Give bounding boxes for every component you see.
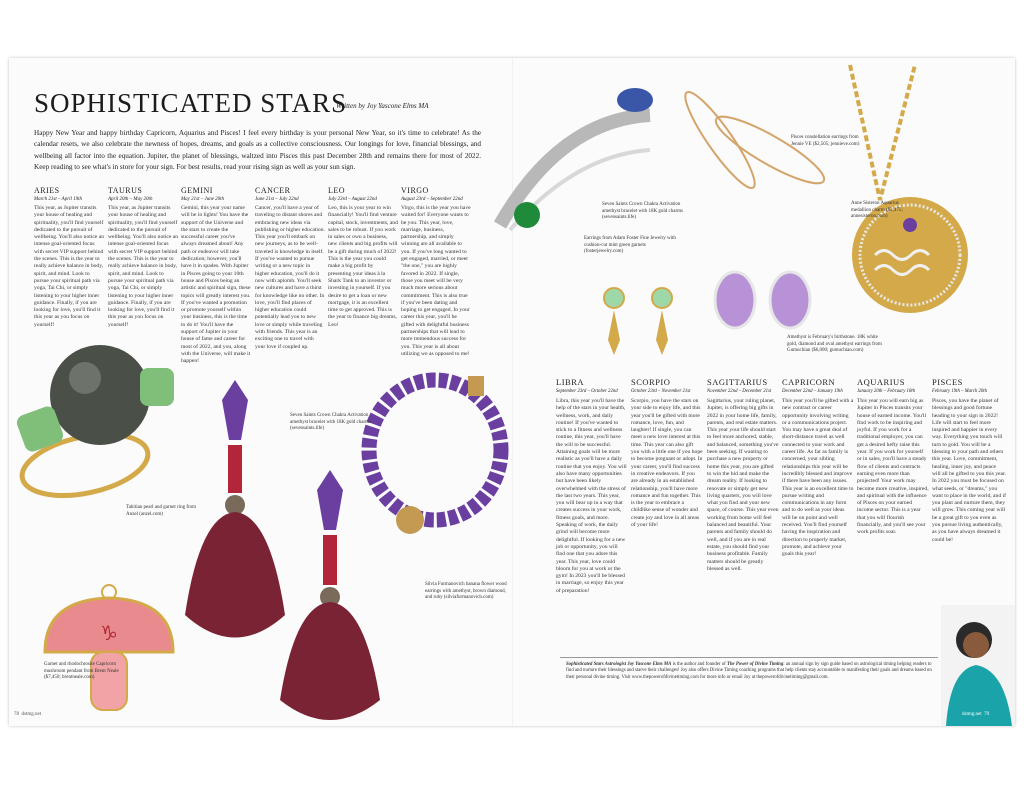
caption-leaf-bracelet: Seven Saints Crown Chakra Activation amethyst bracelet with 18K gold charms (sevensaints.life) — [602, 202, 683, 221]
sign-dates: February 19th – March 20th — [932, 389, 987, 394]
sign-name: CANCER — [255, 186, 291, 195]
sign-horoscope: Sagittarius, your ruling planet, Jupiter, is offering big gifts in 2022 in your home life, family, parents, and real estate matters. This year your life should start to feel more anchored, stable, and balanced, something you've been seeking. If wanting to purchase a new property or home this year, you are gifted to win the bid and make the dream reality. If looking to renovate or simply get new living quarters, you will love what you find and your new space, of course. This year even working from home will feel balanced and beautiful. Your parents and family should do well, and if you are in real estate, you should find your business profitable. Family matters should be greatly blessed as well. — [707, 398, 779, 572]
author-photo — [941, 605, 1015, 726]
sign-dates: November 22nd – December 21st — [707, 389, 772, 394]
sign-dates: March 21st – April 19th — [34, 197, 83, 202]
author-bio-text-a: is the author and founder of — [671, 662, 727, 667]
sign-horoscope: This year, as Jupiter transits your house of healing and spirituality, you'll find yourself dedicated to the pursuit of wellbeing. You'll also notice an intense goal-oriented focus with secret VIP support behind the scenes. This is the year to really achieve balance in body, spirit, and mind. Look to pursue your spiritual path via yoga, Tai Chi, or simply listening to your higher inner guidance. Finally, if you are looking for love, you'll find it this year as you focus on yourself! — [34, 205, 104, 328]
author-bio — [566, 662, 938, 681]
sign-horoscope: Gemini, this year your name will be in lights! You have the support of the Universe and the stars to create the successful career you've always dreamed about! Any path or endeavor will take dedication; however, you'll have it in spades. With Jupiter in Pisces going to your 10th house and Pisces being an artistic and spiritual sign, these topics will greatly interest you. If you've wanted a promotion or promote yourself within your business, this is the time to do it! You'll have the support of Jupiter in your house of fame and career for most of 2022, and you, along with the Universe, will make it happen! — [181, 205, 251, 365]
site-left: dstmg.net — [21, 712, 42, 717]
sign-name: TAURUS — [108, 186, 143, 195]
sign-dates: September 23rd – October 22nd — [556, 389, 618, 394]
sign-horoscope: This year, as Jupiter transits your house of healing and spirituality, you'll find yourself dedicated to the pursuit of wellbeing. You'll also notice an intense goal-oriented focus with secret VIP support behind the scenes. This is the year to really achieve balance in body, spirit, and mind. Look to pursue your spiritual path via yoga, Tai Chi, or simply listening to your higher inner guidance. Finally, if you are looking for love, you'll find it this year as you focus on yourself! — [108, 205, 178, 328]
sign-capricorn — [782, 377, 854, 559]
svg-text:♑: ♑ — [100, 621, 118, 645]
sign-pisces — [932, 377, 1006, 544]
article-title: SOPHISTICATED STARS — [34, 88, 348, 118]
page-number-left: 78 — [14, 712, 19, 717]
sign-horoscope: Scorpio, you have the stars on your side to enjoy life, and this year you'll be gifted with more romance, love, fun, and laughter! If single, you can meet a new love interest at this time. This year can also gift you with a little one if you hope to become pregnant or adopt. In your career, you'll find success in creative endeavors. If you are already in an established relationship, you'll have more romance and fun together. This is the year to embrace a childlike sense of wonder and create joy and love in all areas of your life! — [631, 398, 703, 529]
sign-horoscope: Libra, this year you'll have the help of the stars in your health, wellness, work, and daily routine! If you've wanted to stick to a fitness and wellness routine, this year, you'll have the will to be successful. Attaining goals will be more realistic as you'll have a daily routine that you enjoy. You will also have many opportunities but have been likely overwhelmed with the stress of the last two years. This year, you will bear up in a way that creates success in your work, fitness goals, and more. Speaking of work, the daily grind will become more delightful. If looking for a new job or opportunity, you will find one that you adore this year. This year, love could bloom for you at work or the gym! In 2023 you'll be blessed in marriage, so enjoy this year of preparation! — [556, 398, 627, 594]
sign-name: VIRGO — [401, 186, 429, 195]
caption-seven-saints-bracelet: Seven Saints Crown Chakra Activation amethyst bracelet with 18K gold charms (sevensaints.life) — [290, 413, 371, 432]
sign-libra — [556, 377, 628, 595]
author-bio-name: Sophisticated Stars Astrologist Joy Yascone Elms MA — [566, 662, 672, 667]
sign-dates: October 23rd – November 21st — [631, 389, 691, 394]
sign-name: LIBRA — [556, 377, 584, 387]
tahitian-pearl-ring-image — [15, 345, 174, 506]
sign-horoscope: This year you'll be gifted with a new contract or career opportunity involving writing or a communications project. You may have a great deal of short-distance travel as well connected to your work and career life. As far as family is concerned, your sibling relationships this year will be incredibly blessed and improve if there have been any issues. This year is an excellent time to pursue writing and communications in any form and to do well as your ideas will be on point and well received. You'll find yourself having the inspiration and direction to properly market, promote, and achieve your goals this year! — [782, 398, 854, 558]
sign-name: AQUARIUS — [857, 377, 905, 387]
folio-right — [962, 712, 989, 717]
amethyst-bead-bracelet-image — [369, 376, 501, 534]
sign-name: CAPRICORN — [782, 377, 836, 387]
capricorn-mushroom-pendant-image — [45, 585, 173, 710]
sign-dates: January 20th – February 18th — [857, 389, 916, 394]
sign-name: SCORPIO — [631, 377, 671, 387]
sign-horoscope: Pisces, you have the planet of blessings and good fortune heading to your sign in 2022! Life will start to feel more inspired and happier in every way. Everything you touch will turn to gold. You will be a blessing to your path and others this year. Love, commitment, healing, inner joy, and peace will all be gifted to you this year. In 2022 you must be focused on what seeds, or "dreams," you want to place in the world, and if you plant and nurture them, they will grow. This coming year will be a great gift to you even as you pursue living authentically, as you have always dreamed it could be! — [932, 398, 1006, 543]
oval-amethyst-earrings-image — [715, 272, 810, 328]
sign-dates: August 23rd – September 22nd — [401, 197, 463, 202]
sign-name: LEO — [328, 186, 346, 195]
sign-dates: July 23rd – August 22nd — [328, 197, 377, 202]
caption-pisces-earrings: Pisces constellation earrings from Jennie VE ($2,505; jennieve.com) — [791, 135, 860, 147]
article-byline: Written by Joy Yascone Elms MA — [336, 102, 429, 110]
site-right: dstmg.net — [962, 712, 982, 717]
sign-dates: June 21st – July 22nd — [255, 197, 299, 202]
caption-adam-foster-earrings: Earrings from Adam Foster Fine Jewelry with cushion-cut mint green garnets (fosterjewelry.com) — [584, 236, 676, 255]
author-bio-text-b: : an annual sign by sign guide based on astrological timing helping readers to find and nurture their blessings and starve their challenges! Joy also offers Divine Timing coaching programs that help clients stay accountable to manifesting their goals and dreams based on their personal divine timing. Visit www.thepowerofdivinetiming.com for more info or email Joy at thepowerofdivinetiming@gmail.com. — [566, 662, 932, 680]
caption-anne-sisteron-medallion: Anne Sisteron Aquarius medallion charm ($2,475; annesisteron.com) — [851, 201, 903, 220]
aquarius-medallion-image — [850, 65, 968, 313]
sign-sagittarius — [707, 377, 779, 573]
folio-left — [14, 712, 41, 717]
sign-horoscope: This year you will earn big as Jupiter in Pisces transits your house of earned income. You'll find work to be inspiring and joyful. If you work for a traditional employer, you can get a desired hefty raise this year. If you work for yourself or in sales, you'll have a steady flow of clients and contracts earning even more than projected! Your work may become more creative, inspired, and spiritual with the influence of Pisces on your earned income sector. This is a year that you will flourish financially, and you'll see your work profits soar. — [857, 398, 929, 536]
caption-mushroom-pendant: Garnet and rhodochrosite Capricorn mushroom pendant from Brent Neale ($7,450; brentneale.com) — [44, 662, 119, 681]
mint-garnet-earrings-image — [604, 288, 672, 355]
sign-scorpio — [631, 377, 703, 529]
sign-horoscope: Virgo, this is the year you have waited for! Everyone wants to be you. This year, love, marriage, business, partnership, and simply winning are all available to you. If you've long wanted to get engaged, married, or meet "the one," you are highly favored in 2022. If single, those you meet will be very much more serious about commitment. This is also true if you've been dating and hoping to get engaged. In your career this year, you'll be gifted with delightful business partnerships that will lead to more tremendous success for you. This year is all about utilizing we as opposed to me! — [401, 205, 471, 357]
sign-name: SAGITTARIUS — [707, 377, 768, 387]
sign-aquarius — [857, 377, 929, 537]
article-intro: Happy New Year and happy birthday Capricorn, Aquarius and Pisces! I feel every birthday is your personal New Year, so it's time to celebrate! As the calendar resets, we also celebrate the newness of hopes, dreams, and goals as a collective consciousness. Our longings for love, financial blessings, and wellbeing all factor into the equation. Jupiter, the planet of blessings, waltzed into Pisces this past December 28th and remains there for most of 2022. Keep reading to see what's in store for your sign. For best results, read your rising sign as well as your sun sign. — [34, 129, 481, 172]
sign-name: ARIES — [34, 186, 60, 195]
sign-dates: May 21st – June 20th — [181, 197, 225, 202]
page-number-right: 79 — [984, 712, 990, 717]
sign-name: GEMINI — [181, 186, 213, 195]
sign-dates: April 20th – May 20th — [108, 197, 153, 202]
sign-horoscope: Cancer, you'll have a year of traveling to distant shores and embracing new ideas via publishing or higher education. This year you'll embark on new journeys, as to be well-traveled is knowledge in itself. If you've wanted to pursue writing or a new topic in higher education, you'll do it now with aplomb. You'll seek new cultures and have a thirst for knowledge like no other. In love, you'll find places of higher education could potentially lead you to new love or simply while traveling with friends. This year is an exciting one to travel with your love if coupled up. — [255, 205, 325, 350]
caption-silvia-earrings: Silvia Furmanovich banana flower wood earrings with amethyst, brown diamond, and ruby (silviafurmanovich.com) — [425, 582, 507, 601]
caption-amethyst-earrings: Amethyst is February's birthstone. 18K white gold, diamond and oval amethyst earrings from Gumuchian ($6,000; gumuchian.com) — [787, 335, 882, 354]
sign-dates: December 22nd – January 19th — [782, 389, 843, 394]
author-bio-book: The Power of Divine Timing — [726, 662, 784, 667]
sign-horoscope: Leo, this is your year to win financially! You'll find venture capital, stock, investments, and sales to be robust. If you work in sales or own a business, new clients and big profits will be a gift during much of 2022! This is the year you could make a big profit by presenting your ideas à la Shark Tank to an investor or investing in yourself. If you desire to get a loan or new mortgage, it is an excellent time to get approved. This is the year to finance big dreams, Leo! — [328, 205, 398, 328]
sign-name: PISCES — [932, 377, 963, 387]
footer-rule — [560, 657, 938, 658]
caption-tahitian-ring: Tahitian pearl and garnet ring from Anzel (anzel.com) — [126, 505, 197, 517]
